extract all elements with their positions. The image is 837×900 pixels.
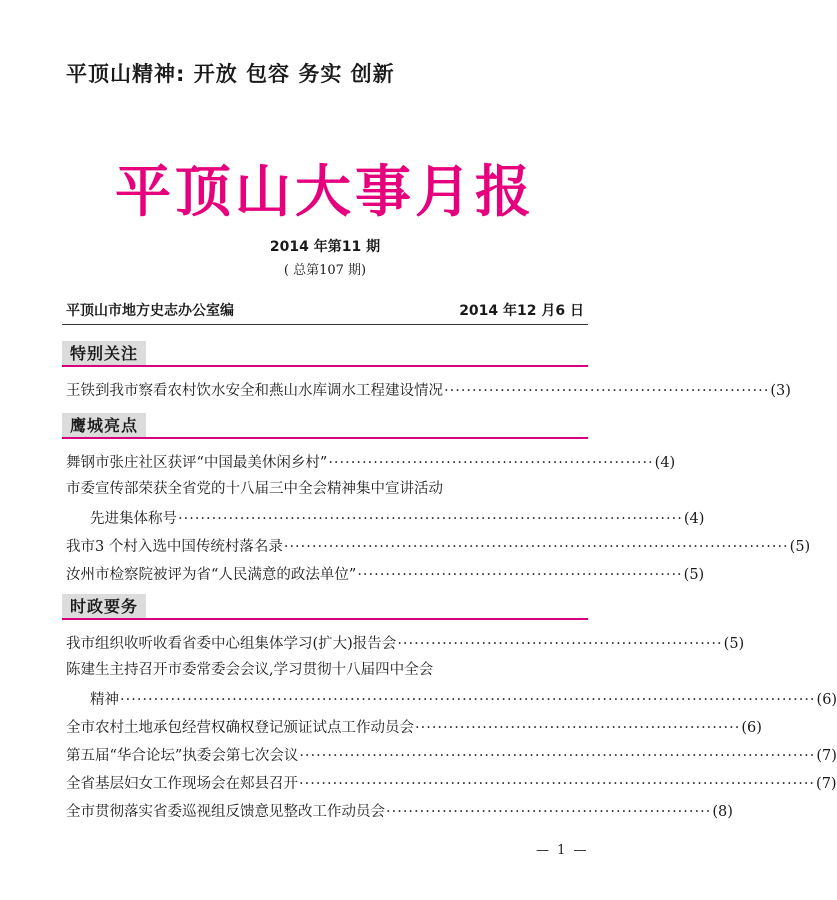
- toc-leader-dots: ··························································: [386, 804, 712, 820]
- toc-page-number: (7): [816, 776, 837, 792]
- toc-entry-title: 我市3 个村入选中国传统村落名录: [66, 539, 283, 555]
- toc-page-number: (6): [741, 720, 762, 736]
- toc-entry-title-continued: 精神: [90, 692, 119, 708]
- section-divider: [62, 365, 588, 367]
- header-rule: [62, 324, 588, 325]
- section-header: [62, 413, 588, 439]
- toc-entry-title: 全市农村土地承包经营权确权登记颁证试点工作动员会: [66, 720, 414, 736]
- toc-page-number: (5): [683, 567, 705, 583]
- toc-page-number: (5): [723, 636, 745, 652]
- toc-leader-dots: ····························································································: [299, 776, 816, 792]
- toc-entry[interactable]: [66, 379, 791, 401]
- toc-leader-dots: ··························································: [397, 636, 723, 652]
- toc-entry[interactable]: [66, 772, 837, 794]
- toc-entry-title[interactable]: 市委宣传部荣获全省党的十八届三中全会精神集中宣讲活动: [66, 481, 443, 497]
- toc-page-number: (4): [654, 455, 676, 471]
- toc-entry-title[interactable]: 陈建生主持召开市委常委会会议,学习贯彻十八届四中全会: [66, 662, 434, 678]
- masthead-title: 平顶山大事月报: [115, 159, 535, 225]
- section-title: 时政要务: [62, 594, 146, 620]
- toc-entry-title: 我市组织收听收看省委中心组集体学习(扩大)报告会: [66, 636, 397, 652]
- toc-entry[interactable]: [66, 744, 837, 766]
- toc-page-number: (4): [683, 511, 705, 527]
- toc-page-number: (8): [712, 804, 733, 820]
- section-divider: [62, 618, 588, 620]
- motto: 平顶山精神: 开放 包容 务实 创新: [66, 62, 395, 86]
- section-header: [62, 594, 588, 620]
- issue-number: 2014 年第11 期: [269, 239, 381, 255]
- toc-leader-dots: ··························································································: [178, 511, 683, 527]
- editor-line: 平顶山市地方史志办公室编: [66, 303, 234, 319]
- toc-entry-title: 汝州市检察院被评为省“人民满意的政法单位”: [66, 567, 357, 583]
- toc-leader-dots: ··························································································: [283, 539, 789, 555]
- toc-leader-dots: ····························································································: [299, 748, 816, 764]
- section-header: [62, 341, 588, 367]
- toc-entry[interactable]: [66, 563, 705, 585]
- toc-entry[interactable]: [66, 632, 745, 654]
- toc-entry-title: 舞钢市张庄社区获评“中国最美休闲乡村”: [66, 455, 328, 471]
- toc-entry-title: 第五届“华合论坛”执委会第七次会议: [66, 748, 299, 764]
- section-title: 鹰城亮点: [62, 413, 146, 439]
- toc-leader-dots: ··························································: [415, 720, 741, 736]
- toc-leader-dots: ··························································: [328, 455, 654, 471]
- toc-page-number: (7): [816, 748, 837, 764]
- toc-page-number: (5): [789, 539, 811, 555]
- toc-entry[interactable]: [66, 535, 811, 557]
- section-divider: [62, 437, 588, 439]
- toc-entry-title: 王铁到我市察看农村饮水安全和燕山水库调水工程建设情况: [66, 383, 443, 399]
- toc-page-number: (6): [816, 692, 837, 708]
- section-title: 特别关注: [62, 341, 146, 367]
- page-number: — 1 —: [536, 843, 589, 858]
- toc-page-number: (3): [770, 383, 791, 399]
- publication-date: 2014 年12 月6 日: [459, 303, 584, 319]
- toc-leader-dots: ··························································: [444, 383, 770, 399]
- total-issue-number: ( 总第107 期): [283, 263, 367, 278]
- toc-entry[interactable]: [90, 688, 837, 710]
- toc-entry[interactable]: [90, 507, 705, 529]
- toc-entry-title: 全市贯彻落实省委巡视组反馈意见整改工作动员会: [66, 804, 385, 820]
- toc-entry[interactable]: [66, 716, 762, 738]
- toc-leader-dots: ····························································································································: [120, 692, 816, 708]
- toc-leader-dots: ··························································: [357, 567, 683, 583]
- toc-entry[interactable]: [66, 451, 676, 473]
- toc-entry-title: 全省基层妇女工作现场会在郏县召开: [66, 776, 298, 792]
- toc-entry[interactable]: [66, 800, 733, 822]
- toc-entry-title-continued: 先进集体称号: [90, 511, 177, 527]
